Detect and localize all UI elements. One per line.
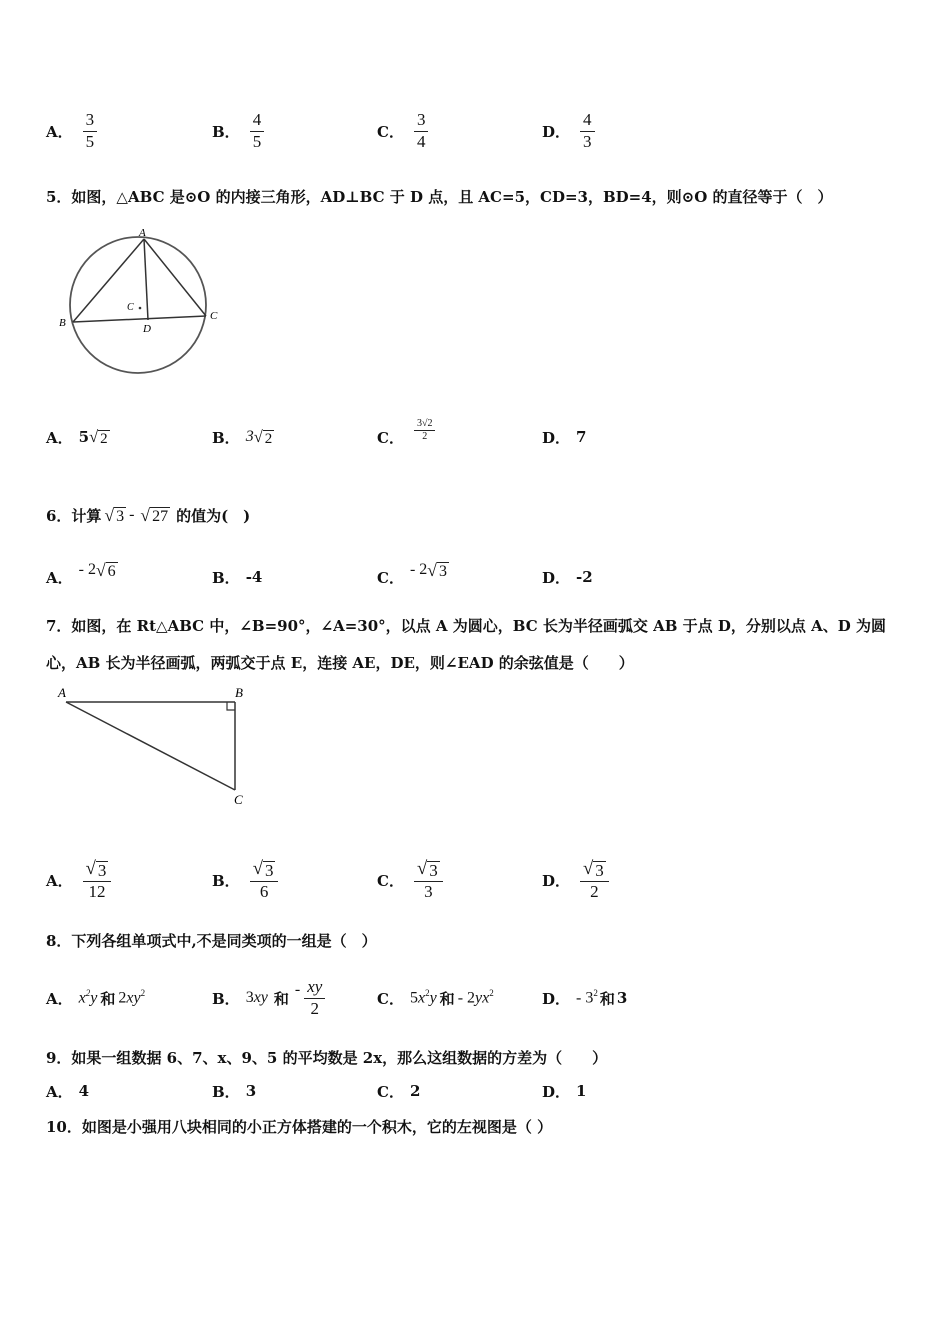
label-d: D	[143, 323, 151, 335]
term: $2xy^2$	[118, 988, 146, 1007]
q8-option-a[interactable]	[46, 970, 145, 1026]
fraction: $\frac{3√2}{2}$	[414, 418, 436, 443]
coefficient: 5	[78, 428, 90, 446]
fraction: $\frac{xy}{2}$	[304, 977, 325, 1019]
option-label: A．	[46, 871, 73, 890]
option-label: B．	[212, 122, 240, 141]
and-word: 和	[599, 989, 615, 1008]
label-center: C	[127, 302, 134, 313]
q9-option-b[interactable]	[212, 1066, 256, 1116]
fraction: √ 3 12	[83, 858, 112, 902]
term: - $3^2$	[576, 988, 598, 1007]
radical: √ 3	[416, 858, 438, 880]
option-label: D．	[542, 568, 571, 587]
q8-option-d[interactable]	[542, 970, 627, 1026]
minus-sign: -	[294, 981, 301, 998]
label-c: C	[234, 792, 243, 807]
q9-option-c[interactable]	[377, 1066, 420, 1116]
option-label: C．	[377, 428, 404, 447]
q5-options	[46, 412, 906, 462]
q7-option-a[interactable]	[46, 848, 115, 912]
segment-bc	[73, 316, 206, 322]
q10-question-text: 10．如图是小强用八块相同的小正方体搭建的一个积木，它的左视图是（ ）	[46, 1118, 553, 1136]
q6-question	[46, 497, 250, 533]
option-label: D．	[542, 989, 571, 1008]
option-label: A．	[46, 1082, 73, 1101]
option-label: C．	[377, 989, 404, 1008]
option-label: D．	[542, 122, 571, 141]
radical: √ 3	[104, 504, 125, 525]
q9-options	[46, 1066, 906, 1116]
q8-option-c[interactable]	[377, 970, 494, 1026]
coefficient: 2	[419, 561, 428, 578]
term: 3xy	[245, 989, 268, 1006]
option-value: 1	[576, 1082, 587, 1100]
option-label: B．	[212, 989, 240, 1008]
radical: √ 3	[583, 858, 604, 880]
option-label: B．	[212, 428, 240, 447]
term: $5x^2y$	[409, 988, 437, 1007]
and-word: 和	[273, 989, 289, 1008]
radical: √ 2	[253, 427, 273, 447]
minus-sign: -	[129, 506, 135, 523]
label-a: A	[139, 227, 146, 239]
q8-question-text: 8．下列各组单项式中,不是同类项的一组是（ ）	[46, 932, 377, 950]
label-c: C	[210, 310, 218, 322]
radical: √ 2	[89, 427, 108, 447]
label-a: A	[58, 685, 66, 700]
q7-question-line-2: 心，AB 长为半径画弧，两弧交于点 E，连接 AE，DE，则∠EAD 的余弦值是（ ）	[46, 654, 634, 672]
circle-o	[70, 237, 206, 373]
option-value: -2	[576, 568, 593, 586]
minus-sign: -	[78, 561, 84, 578]
q8-option-b[interactable]	[212, 970, 329, 1026]
q7-option-b[interactable]	[212, 848, 282, 912]
q9-option-d[interactable]	[542, 1066, 586, 1116]
q5-option-c[interactable]	[377, 412, 439, 462]
q5-option-d[interactable]	[542, 412, 586, 462]
fraction: √ 3 6	[250, 858, 279, 902]
coefficient: 2	[87, 561, 96, 578]
fraction: $\frac{4}{5}$	[250, 110, 265, 152]
option-label: C．	[377, 122, 404, 141]
right-angle-mark	[227, 702, 235, 710]
fraction: $\frac{3}{5}$	[83, 110, 98, 152]
center-dot	[139, 307, 142, 310]
radical: √ 3	[427, 559, 447, 580]
and-word: 和	[439, 989, 455, 1008]
coefficient: 3	[245, 428, 254, 445]
option-label: B．	[212, 568, 240, 587]
q8-options	[46, 970, 906, 1026]
option-value: 4	[78, 1082, 90, 1100]
fraction: √ 3 2	[580, 858, 609, 902]
option-label: C．	[377, 568, 404, 587]
option-label: D．	[542, 428, 571, 447]
q5-option-b[interactable]	[212, 412, 274, 462]
q9-question-text: 9．如果一组数据 6、7、x、9、5 的平均数是 2x，那么这组数据的方差为（ ）	[46, 1049, 608, 1067]
fraction: √ 3 3	[414, 858, 443, 902]
q6-option-b[interactable]	[212, 552, 262, 602]
q5-option-a[interactable]	[46, 412, 110, 462]
q4-option-b[interactable]	[212, 106, 268, 156]
label-b: B	[235, 685, 243, 700]
option-label: B．	[212, 1082, 240, 1101]
option-label: A．	[46, 568, 73, 587]
q6-option-d[interactable]	[542, 552, 593, 602]
q7-question-line-1: 7．如图，在 Rt△ABC 中，∠B=90°，∠A=30°，以点 A 为圆心，BC 长为半径画弧交 AB 于点 D，分别以点 A、D 为圆	[46, 617, 886, 635]
radical: √ 3	[85, 858, 107, 880]
segment-ad	[144, 239, 148, 320]
q6-option-c[interactable]	[377, 552, 449, 602]
term: $x^2y$	[78, 988, 98, 1007]
minus-sign: -	[409, 561, 416, 578]
q5-question-text: 5．如图，△ABC 是⊙O 的内接三角形，AD⊥BC 于 D 点，且 AC=5，CD=3，BD=4，则⊙O 的直径等于（ ）	[46, 188, 833, 206]
option-label: D．	[542, 871, 571, 890]
radical: √ 27	[140, 504, 169, 525]
option-value: -4	[245, 568, 263, 586]
option-value: 7	[576, 428, 587, 446]
q7-options	[46, 848, 906, 912]
segment-ac	[66, 702, 235, 790]
option-label: A．	[46, 428, 73, 447]
option-value: 2	[409, 1082, 421, 1100]
segment-ac	[144, 239, 206, 316]
and-word: 和	[100, 989, 116, 1008]
q6-suffix: 的值为( )	[176, 506, 251, 525]
q6-options	[46, 552, 906, 602]
option-label: B．	[212, 871, 240, 890]
q6-prefix: 6．计算	[46, 506, 102, 525]
radical: √ 6	[95, 559, 116, 580]
option-label: A．	[46, 122, 73, 141]
q9-option-a[interactable]	[46, 1066, 89, 1116]
q4-options	[46, 106, 906, 156]
fraction: $\frac{3}{4}$	[414, 110, 429, 152]
radical: √ 3	[252, 858, 274, 880]
q7-triangle-figure	[52, 682, 262, 810]
label-b: B	[59, 317, 66, 329]
q7-option-c[interactable]	[377, 848, 447, 912]
option-label: D．	[542, 1082, 571, 1101]
q5-circle-figure	[55, 222, 225, 377]
q4-option-c[interactable]	[377, 106, 432, 156]
fraction: $\frac{4}{3}$	[580, 110, 595, 152]
q7-option-d[interactable]	[542, 848, 613, 912]
option-value: 3	[245, 1082, 257, 1100]
q4-option-d[interactable]	[542, 106, 599, 156]
q6-option-a[interactable]	[46, 552, 118, 602]
option-label: A．	[46, 989, 73, 1008]
term: 3	[616, 989, 628, 1007]
option-label: C．	[377, 1082, 404, 1101]
q4-option-a[interactable]	[46, 106, 101, 156]
term: - $2yx^2$	[457, 988, 494, 1007]
option-label: C．	[377, 871, 404, 890]
